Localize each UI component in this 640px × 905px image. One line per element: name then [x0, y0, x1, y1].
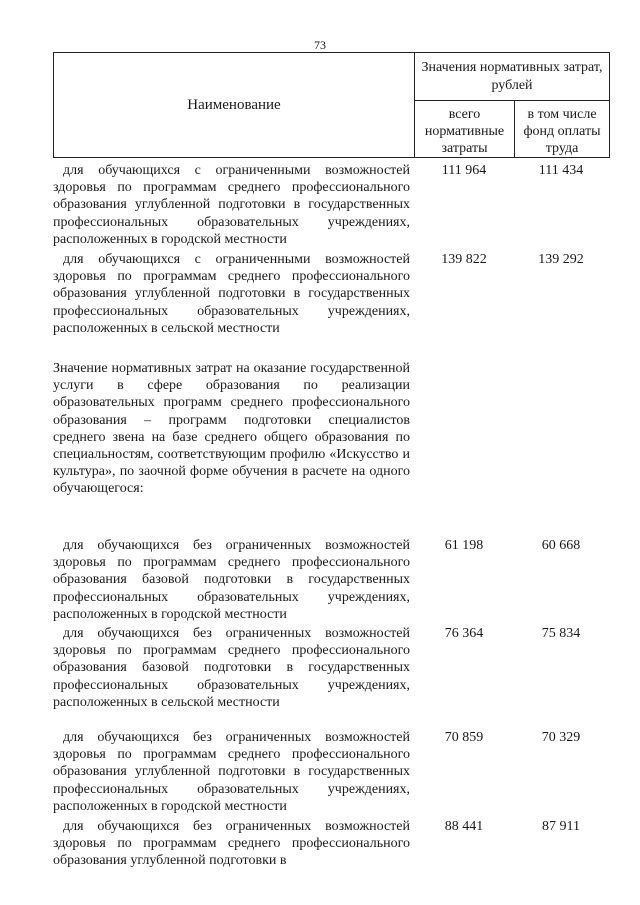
row-wage: 139 292	[538, 252, 584, 267]
row-total: 70 859	[444, 730, 484, 745]
row-name: для обучающихся с ограниченными возможностей здоровья по программам среднего профессионального образования углубленной подготовки в государственных профессиональных образовательных учреждениях, расположенных в городской местности	[53, 163, 410, 247]
column-header-wage: в том числе фонд оплаты труда	[523, 107, 601, 156]
row-wage: 60 668	[541, 538, 581, 553]
row-total: 139 822	[441, 252, 487, 267]
row-wage: 111 434	[538, 163, 584, 178]
row-name: для обучающихся с ограниченными возможностей здоровья по программам среднего профессионального образования углубленной подготовки в государственных профессиональных образовательных учреждениях, расположенных в сельской местности	[53, 252, 410, 336]
row-name: для обучающихся без ограниченных возможностей здоровья по программам среднего профессионального образования базовой подготовки в государственных профессиональных образовательных учреждениях, расположенных в сельской местности	[53, 626, 410, 710]
row-total: 111 964	[441, 163, 487, 178]
row-name: для обучающихся без ограниченных возможностей здоровья по программам среднего профессионального образования углубленной подготовки в государственных профессиональных образовательных учреждениях, расположенных в городской местности	[53, 730, 410, 814]
row-wage: 70 329	[541, 730, 581, 745]
row-total: 76 364	[444, 626, 484, 641]
row-name: для обучающихся без ограниченных возможностей здоровья по программам среднего профессионального образования базовой подготовки в государственных профессиональных образовательных учреждениях, расположенных в городской местности	[53, 538, 410, 622]
table-header	[53, 52, 610, 158]
row-name: для обучающихся без ограниченных возможностей здоровья по программам среднего профессионального образования углубленной подготовки в	[53, 819, 410, 869]
row-total: 61 198	[444, 538, 484, 553]
page-number: 73	[314, 38, 326, 52]
section-paragraph: Значение нормативных затрат на оказание государственной услуги в сфере образования по реализации образовательных программ среднего профессионального образования – программ подготовки специалистов среднего звена на базе среднего общего образования по специальностям, соответствующим профилю «Искусство и культура», по заочной форме обучения в расчете на одного обучающегося:	[53, 361, 410, 497]
column-header-total: всего нормативные затраты	[415, 101, 515, 157]
row-wage: 75 834	[541, 626, 581, 641]
row-wage: 87 911	[542, 819, 580, 834]
row-total: 88 441	[444, 819, 484, 834]
column-group-header: Значения нормативных затрат, рублей	[415, 53, 609, 101]
column-header-name: Наименование	[54, 53, 415, 157]
